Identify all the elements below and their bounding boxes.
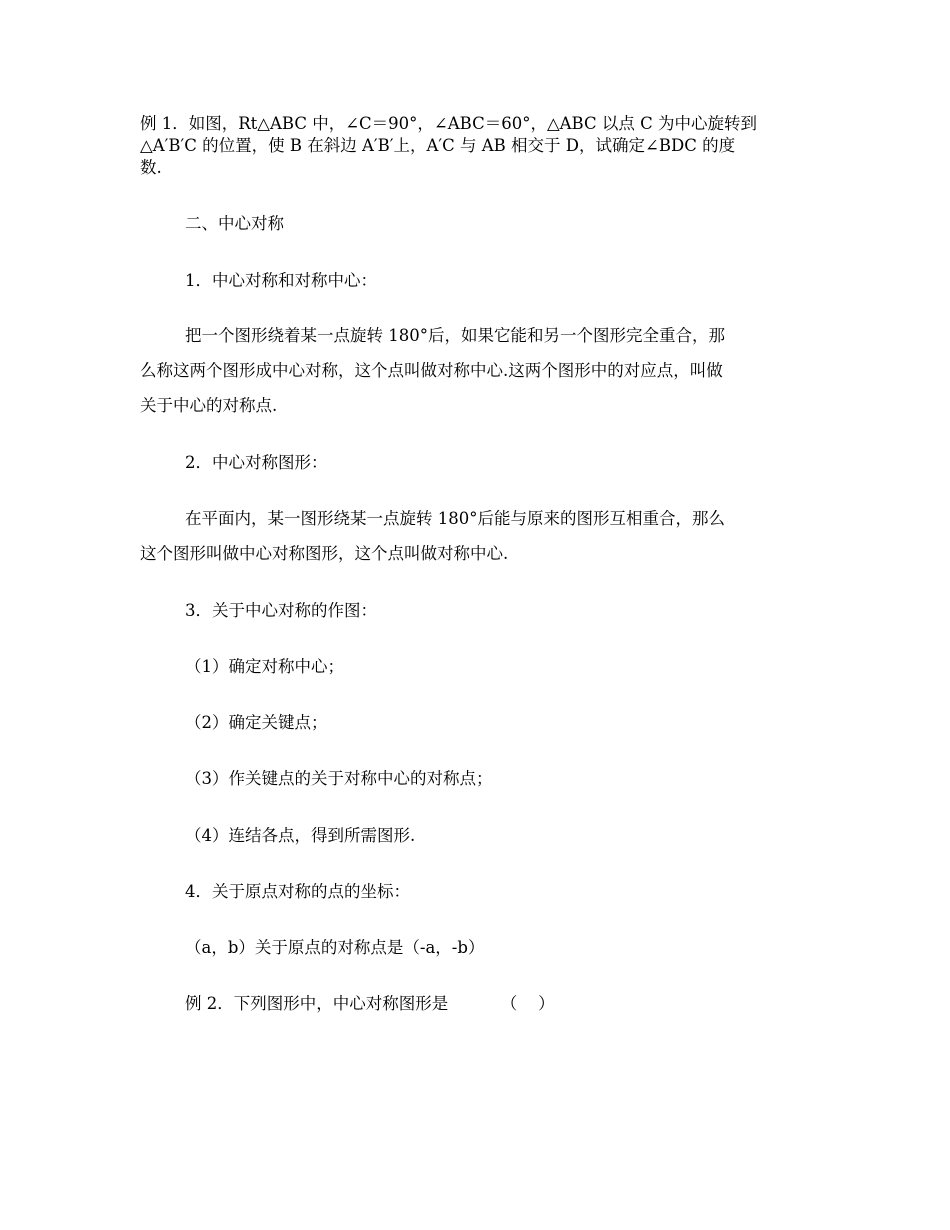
item4-heading: 4．关于原点对称的点的坐标： xyxy=(185,882,410,901)
example1-line3: 数. xyxy=(140,158,162,177)
item2-line2: 这个图形叫做中心对称图形，这个点叫做对称中心. xyxy=(140,544,509,563)
item1-line2: 么称这两个图形成中心对称，这个点叫做对称中心.这两个图形中的对应点，叫做 xyxy=(140,361,723,380)
item1-line3: 关于中心的对称点. xyxy=(140,396,278,415)
example2-question: 例 2．下列图形中，中心对称图形是 （ ） xyxy=(185,994,555,1013)
item1-line1: 把一个图形绕着某一点旋转 180°后，如果它能和另一个图形完全重合，那 xyxy=(185,326,725,345)
item2-line1: 在平面内，某一图形绕某一点旋转 180°后能与原来的图形互相重合，那么 xyxy=(185,509,725,528)
example1-line1: 例 1．如图，Rt△ABC 中，∠C＝90°，∠ABC＝60°，△ABC 以点 C 为中心旋转到 xyxy=(140,114,757,133)
item3-step2: （2）确定关键点； xyxy=(185,713,328,732)
item3-step4: （4）连结各点，得到所需图形. xyxy=(185,826,416,845)
item2-heading: 2．中心对称图形： xyxy=(185,453,328,472)
section2-heading: 二、中心对称 xyxy=(185,214,284,233)
item4-line1: （a，b）关于原点的对称点是（-a，-b） xyxy=(185,938,485,957)
example1-line2: △A′B′C 的位置，使 B 在斜边 A′B′上，A′C 与 AB 相交于 D，试确定∠BDC 的度 xyxy=(140,136,736,155)
item3-heading: 3．关于中心对称的作图： xyxy=(185,601,377,620)
item3-step3: （3）作关键点的关于对称中心的对称点； xyxy=(185,769,493,788)
item1-heading: 1．中心对称和对称中心： xyxy=(185,271,377,290)
item3-step1: （1）确定对称中心； xyxy=(185,657,344,676)
